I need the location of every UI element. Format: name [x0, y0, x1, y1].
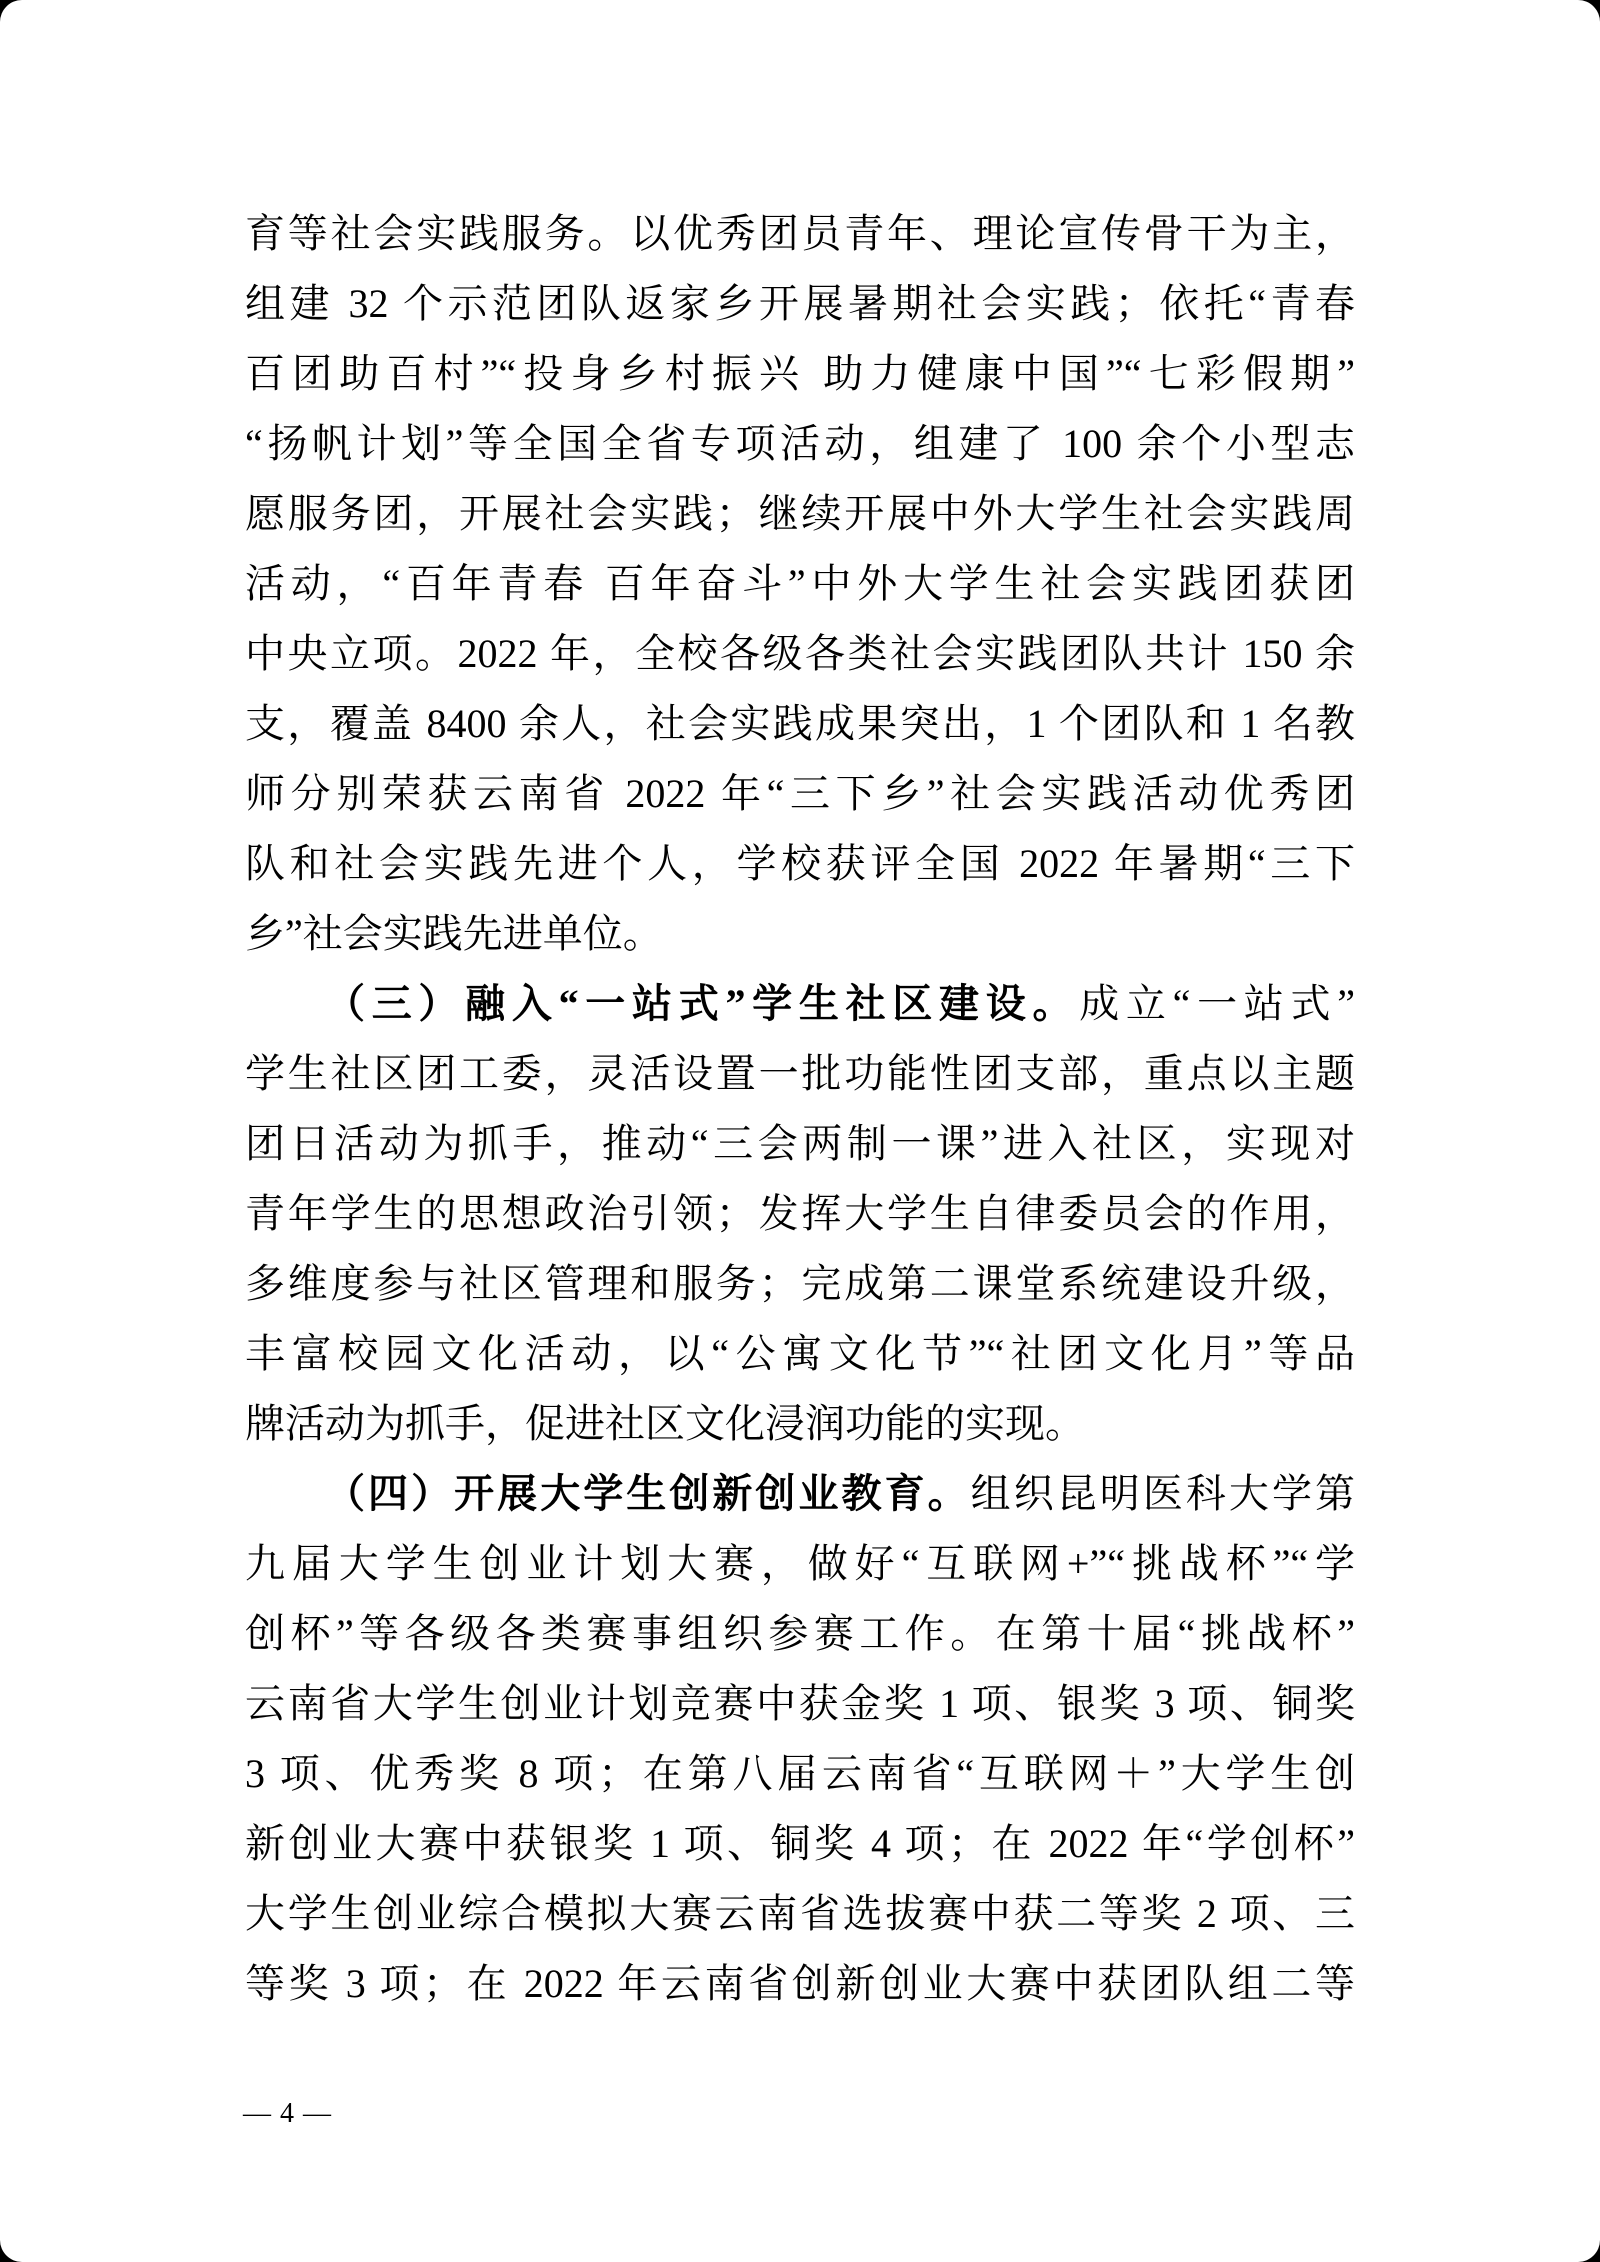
text-line [245, 339, 1355, 409]
line-text: 青年学生的思想政治引领；发挥大学生自律委员会的作用， [245, 1191, 1355, 1236]
text-line [245, 1669, 1355, 1739]
line-text: 丰富校园文化活动，以“公寓文化节”“社团文化月”等品 [245, 1331, 1355, 1376]
text-line [245, 619, 1355, 689]
line-text: 3 项、优秀奖 8 项；在第八届云南省“互联网＋”大学生创 [245, 1751, 1355, 1796]
line-text: 队和社会实践先进个人，学校获评全国 2022 年暑期“三下 [245, 841, 1355, 886]
line-text: 大学生创业综合模拟大赛云南省选拔赛中获二等奖 2 项、三 [245, 1891, 1355, 1936]
line-text: 云南省大学生创业计划竞赛中获金奖 1 项、银奖 3 项、铜奖 [245, 1681, 1355, 1726]
text-line [245, 1109, 1355, 1179]
section-heading-text: （四）开展大学生创新创业教育。 [325, 1471, 971, 1516]
text-line [245, 1949, 1355, 2019]
line-text: 愿服务团，开展社会实践；继续开展中外大学生社会实践周 [245, 491, 1355, 536]
text-line [245, 269, 1355, 339]
text-line [245, 479, 1355, 549]
text-line [245, 1249, 1355, 1319]
text-line [245, 1529, 1355, 1599]
line-text: 创杯”等各级各类赛事组织参赛工作。在第十届“挑战杯” [245, 1611, 1355, 1656]
line-text: 新创业大赛中获银奖 1 项、铜奖 4 项；在 2022 年“学创杯” [245, 1821, 1355, 1866]
line-text: 支，覆盖 8400 余人，社会实践成果突出，1 个团队和 1 名教 [245, 701, 1355, 746]
text-line [245, 199, 1355, 269]
line-text: 育等社会实践服务。以优秀团员青年、理论宣传骨干为主， [245, 211, 1355, 256]
text-line [245, 759, 1355, 829]
line-text: “扬帆计划”等全国全省专项活动，组建了 100 余个小型志 [245, 421, 1355, 466]
line-text: 学生社区团工委，灵活设置一批功能性团支部，重点以主题 [245, 1051, 1355, 1096]
line-text: 组建 32 个示范团队返家乡开展暑期社会实践；依托“青春 [245, 281, 1355, 326]
text-line [245, 829, 1355, 899]
section-heading-line [245, 1459, 1355, 1529]
text-line [245, 1739, 1355, 1809]
text-line [245, 1389, 1355, 1459]
line-text: 中央立项。2022 年，全校各级各类社会实践团队共计 150 余 [245, 631, 1355, 676]
text-line [245, 1319, 1355, 1389]
line-text: 多维度参与社区管理和服务；完成第二课堂系统建设升级， [245, 1261, 1355, 1306]
line-text: 牌活动为抓手，促进社区文化浸润功能的实现。 [245, 1401, 1085, 1446]
line-text: 百团助百村”“投身乡村振兴 助力健康中国”“七彩假期” [245, 351, 1355, 396]
line-text: 成立“一站式” [1079, 981, 1355, 1026]
text-line [245, 1879, 1355, 1949]
line-text: 乡”社会实践先进单位。 [245, 911, 663, 956]
document-text-block [245, 199, 1355, 2019]
text-line [245, 409, 1355, 479]
line-text: 活动，“百年青春 百年奋斗”中外大学生社会实践团获团 [245, 561, 1355, 606]
line-text: 等奖 3 项；在 2022 年云南省创新创业大赛中获团队组二等 [245, 1961, 1355, 2006]
section-heading-text: （三）融入“一站式”学生社区建设。 [325, 981, 1080, 1026]
line-text: 师分别荣获云南省 2022 年“三下乡”社会实践活动优秀团 [245, 771, 1355, 816]
text-line [245, 689, 1355, 759]
text-line [245, 1179, 1355, 1249]
text-line [245, 1599, 1355, 1669]
section-heading-line [245, 969, 1355, 1039]
page-number: — 4 — [243, 2098, 332, 2129]
text-line [245, 1039, 1355, 1109]
line-text: 九届大学生创业计划大赛，做好“互联网+”“挑战杯”“学 [245, 1541, 1355, 1586]
text-line [245, 899, 1355, 969]
line-text: 团日活动为抓手，推动“三会两制一课”进入社区，实现对 [245, 1121, 1355, 1166]
text-line [245, 1809, 1355, 1879]
text-line [245, 549, 1355, 619]
line-text: 组织昆明医科大学第 [970, 1471, 1355, 1516]
